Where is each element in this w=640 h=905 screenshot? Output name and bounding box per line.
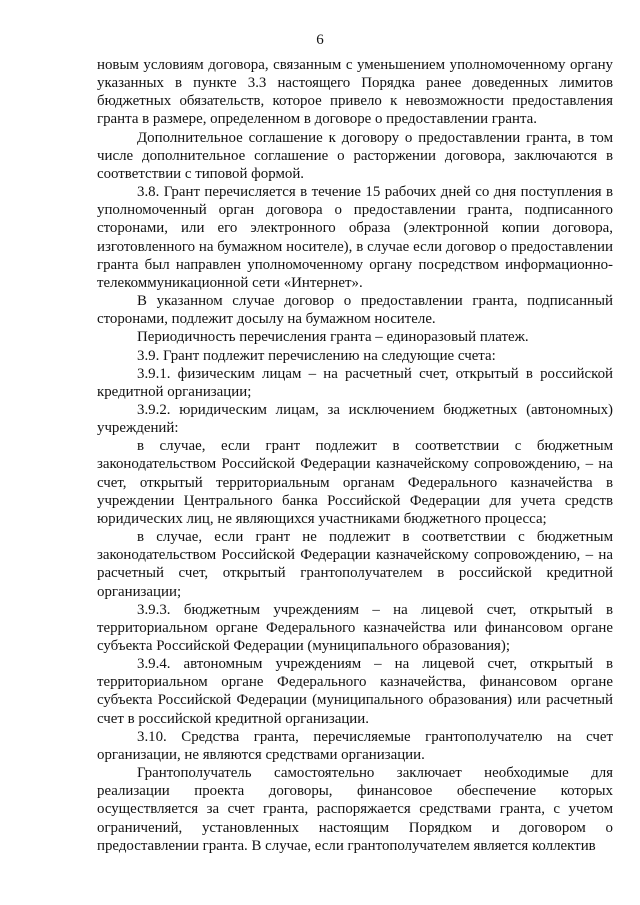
paragraph-3-9-4: 3.9.4. автономным учреждениям – на лицевой счет, открытый в территориальном органе Федерального казначейства, финансовом органе субъекта Российской Федерации (муниципального образования) или расчетный счет в российской кредитной организации.: [97, 656, 613, 727]
paragraph-treasury-support: в случае, если грант подлежит в соответствии с бюджетным законодательством Российской Федерации казначейскому сопровождению, – на счет, открытый территориальным органам Федерального казначейства в учреждении Центрального банка Российской Федерации для учета средств юридических лиц, не являющихся участниками бюджетного процесса;: [97, 438, 613, 527]
paragraph-3-10: 3.10. Средства гранта, перечисляемые грантополучателю на счет организации, не являются средствами организации.: [97, 728, 613, 763]
paragraph-3-8: 3.8. Грант перечисляется в течение 15 рабочих дней со дня поступления в уполномоченный орган договора о предоставлении гранта, подписанного сторонами, или его электронного образа (электронной копии договора, изготовленного на бумажном носителе), в случае если договор о предоставлении гранта был направлен уполномоченному органу посредством информационно-телекоммуникационной сети «Интернет».: [97, 184, 613, 291]
paragraph-3-9: 3.9. Грант подлежит перечислению на следующие счета:: [137, 347, 496, 364]
paragraph-paper-copy: В указанном случае договор о предоставлении гранта, подписанный сторонами, подлежит досылу на бумажном носителе.: [97, 293, 613, 328]
paragraph-3-9-3: 3.9.3. бюджетным учреждениям – на лицевой счет, открытый в территориальном органе Федерального казначейства или финансовом органе субъекта Российской Федерации (муниципального образования);: [97, 601, 613, 654]
paragraph-additional-agreement: Дополнительное соглашение к договору о предоставлении гранта, в том числе дополнительное соглашение о расторжении договора, заключаются в соответствии с типовой формой.: [97, 129, 613, 182]
page-number: 6: [316, 32, 324, 48]
paragraph-periodicity: Периодичность перечисления гранта – единоразовый платеж.: [137, 329, 529, 346]
paragraph-no-treasury-support: в случае, если грант не подлежит в соответствии с бюджетным законодательством Российской Федерации казначейскому сопровождению, – на расчетный счет, открытый грантополучателем в российской кредитной организации;: [97, 529, 613, 600]
document-body: [97, 56, 613, 855]
paragraph-continuation: новым условиям договора, связанным с уменьшением уполномоченному органу указанных в пункте 3.3 настоящего Порядка ранее доведенных лимитов бюджетных обязательств, которое привело к невозможности предоставления гранта в размере, определенном в договоре о предоставлении гранта.: [97, 57, 613, 128]
paragraph-3-9-1: 3.9.1. физическим лицам – на расчетный счет, открытый в российской кредитной организации;: [97, 365, 613, 400]
paragraph-grant-recipient: Грантополучатель самостоятельно заключает необходимые для реализации проекта договоры, финансовое обеспечение которых осуществляется за счет гранта, распоряжается средствами гранта, с учетом ограничений, установленных настоящим Порядком и договором о предоставлении гранта. В случае, если грантополучателем является коллектив: [97, 765, 613, 854]
paragraph-3-9-2: 3.9.2. юридическим лицам, за исключением бюджетных (автономных) учреждений:: [97, 401, 613, 437]
